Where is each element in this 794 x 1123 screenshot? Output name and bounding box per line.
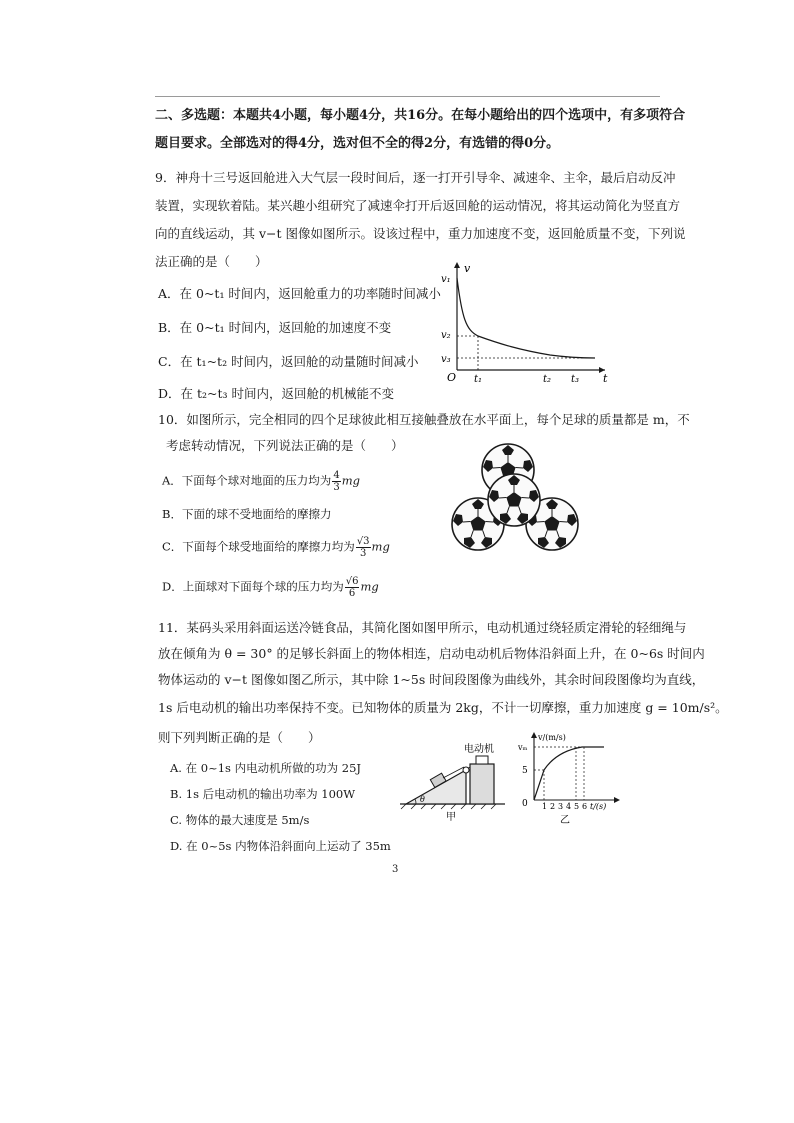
q10-option-a-num: 4	[333, 470, 340, 481]
fig-yi-tick-6: 6	[582, 802, 588, 811]
fig-yi-y-tick: 5	[522, 766, 528, 776]
fig-yi-x-label: t/(s)	[590, 802, 607, 811]
q11-option-d: D. 在 0~5s 内物体沿斜面向上运动了 35m	[170, 839, 391, 853]
fig-jia-angle: θ	[420, 795, 425, 804]
q11-line-5: 则下列判断正确的是（ ）	[158, 730, 321, 745]
q9-x-axis-label: t	[603, 372, 608, 385]
q10-option-c-unit: mg	[371, 539, 390, 554]
fig-jia-incline	[400, 736, 520, 826]
fig-yi-caption: 乙	[560, 815, 570, 826]
q9-line-1: 9．神舟十三号返回舱进入大气层一段时间后，逐一打开引导伞、减速伞、主伞，最后启动反冲	[155, 170, 676, 185]
bottom-middle-ball	[488, 474, 540, 526]
q9-tick-t1: t₁	[474, 374, 483, 385]
q9-option-b: B．在 0~t₁ 时间内，返回舱的加速度不变	[158, 320, 392, 335]
q9-line-3: 向的直线运动，其 v−t 图像如图所示。设该过程中，重力加速度不变，返回舱质量不变，下列说	[155, 226, 686, 241]
q11-line-4: 1s 后电动机的输出功率保持不变。已知物体的质量为 2kg，不计一切摩擦，重力加速度 g = 10m/s²。	[158, 700, 728, 715]
fig-yi-tick-5: 5	[574, 802, 580, 811]
fig-yi-tick-3: 3	[558, 802, 564, 811]
soccer-balls-figure	[448, 438, 583, 558]
fig-yi-tick-2: 2	[550, 802, 556, 811]
q10-option-a	[162, 470, 360, 493]
q9-y-axis-label: v	[464, 262, 471, 275]
fig-yi-origin: 0	[522, 799, 528, 809]
q10-option-d-fraction	[345, 576, 360, 599]
q9-tick-v1: v₁	[441, 274, 451, 285]
fig-jia-motor-label: 电动机	[464, 744, 494, 755]
q11-option-b: B. 1s 后电动机的输出功率为 100W	[170, 787, 356, 801]
q10-option-d	[162, 576, 379, 599]
q11-line-1: 11．某码头采用斜面运送冷链食品，其简化图如图甲所示，电动机通过绕轻质定滑轮的轻细绳与	[158, 620, 687, 635]
fig-yi-tick-4: 4	[566, 802, 572, 811]
q10-option-a-den: 3	[333, 482, 340, 493]
q9-line-2: 装置，实现软着陆。某兴趣小组研究了减速伞打开后返回舱的运动情况，将其运动简化为竖直方	[155, 198, 681, 213]
q9-origin: O	[447, 371, 457, 384]
q10-option-a-unit: mg	[341, 473, 360, 488]
q10-option-d-den: 6	[348, 588, 356, 599]
q11-line-3: 物体运动的 v−t 图像如图乙所示，其中除 1~5s 时间段图像为曲线外，其余时间段图像均为直线，	[158, 672, 705, 687]
q11-option-a: A. 在 0~1s 内电动机所做的功为 25J	[170, 761, 361, 775]
section-heading: 二、多选题：本题共4小题，每小题4分，共16分。在每小题给出的四个选项中，有多项符合	[155, 108, 686, 123]
q9-vt-graph	[440, 258, 615, 388]
fig-yi-y-label: v/(m/s)	[538, 733, 566, 742]
q9-line-4: 法正确的是（ ）	[155, 254, 268, 269]
q9-option-a: A．在 0~t₁ 时间内，返回舱重力的功率随时间减小	[158, 286, 441, 301]
q10-option-c-fraction	[356, 536, 371, 559]
q9-tick-t2: t₂	[543, 374, 552, 385]
q9-tick-v3: v₃	[441, 354, 451, 365]
q10-option-c	[162, 536, 390, 559]
q10-option-c-num: √3	[356, 536, 370, 547]
q9-option-c: C．在 t₁~t₂ 时间内，返回舱的动量随时间减小	[158, 354, 419, 369]
q10-option-b: B．下面的球不受地面给的摩擦力	[162, 507, 332, 521]
fig-yi-vt-graph	[514, 728, 626, 828]
q10-option-d-text: D．上面球对下面每个球的压力均为	[162, 579, 344, 594]
top-rule	[155, 96, 660, 97]
q10-option-d-unit: mg	[360, 579, 379, 594]
q9-tick-v2: v₂	[441, 330, 451, 341]
page-number: 3	[392, 864, 399, 875]
q11-option-c: C. 物体的最大速度是 5m/s	[170, 813, 310, 827]
q9-tick-t3: t₃	[571, 374, 580, 385]
q10-option-a-text: A．下面每个球对地面的压力均为	[162, 473, 332, 488]
q11-line-2: 放在倾角为 θ = 30° 的足够长斜面上的物体相连，启动电动机后物体沿斜面上升，在 0~6s 时间内	[158, 646, 705, 661]
q10-option-c-den: 3	[359, 548, 367, 559]
q10-line-1: 10．如图所示，完全相同的四个足球彼此相互接触叠放在水平面上，每个足球的质量都是 m，不	[158, 412, 690, 427]
q10-option-c-text: C．下面每个球受地面给的摩擦力均为	[162, 539, 355, 554]
q10-option-d-num: √6	[345, 576, 359, 587]
section-heading-cont: 题目要求。全部选对的得4分，选对但不全的得2分，有选错的得0分。	[155, 136, 560, 151]
fig-jia-caption: 甲	[446, 812, 456, 823]
fig-yi-vm: vₘ	[518, 743, 528, 752]
fig-yi-tick-1: 1	[542, 802, 548, 811]
q9-option-d: D．在 t₂~t₃ 时间内，返回舱的机械能不变	[158, 386, 395, 401]
q10-line-2: 考虑转动情况，下列说法正确的是（ ）	[166, 438, 404, 453]
q10-option-a-fraction	[332, 470, 340, 493]
